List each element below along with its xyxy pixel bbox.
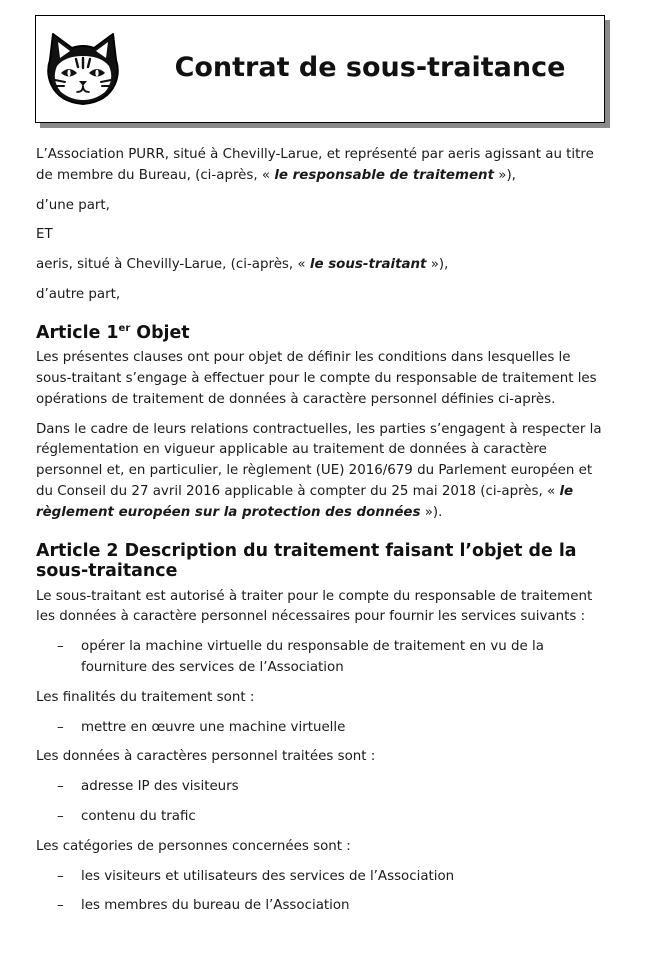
- list-item-text: contenu du trafic: [81, 809, 196, 825]
- article-1-heading-ordinal: er: [118, 322, 131, 334]
- title-box: [35, 15, 605, 123]
- finalites-list: [36, 718, 608, 739]
- list-item: [36, 867, 608, 888]
- list-item: [36, 807, 608, 828]
- article-2-intro: Le sous-traitant est autorisé à traiter pour le compte du responsable de traitement les données à caractère personnel nécessaires pour fournir les services suivants :: [36, 588, 593, 625]
- article-1-paragraph-2-text: Dans le cadre de leurs relations contractuelles, les parties s’engagent à respecter la réglementation en vigueur applicable au traitement de données à caractère personnel et, en particulier, le règlement (UE) 2016/679 du Parlement européen et du Conseil du 27 avril 2016 applicable à compter du 25 mai 2018 (ci-après, «: [36, 421, 602, 500]
- bullet-dash: –: [57, 639, 64, 655]
- finalites-label: Les finalités du traitement sont :: [36, 689, 255, 705]
- bullet-dash: –: [57, 719, 64, 735]
- donnees-label: Les données à caractères personnel traitées sont :: [36, 749, 376, 765]
- document-title: Contrat de sous-traitance: [174, 52, 566, 83]
- bullet-dash: –: [57, 898, 64, 914]
- article-1-paragraph-2: [36, 420, 608, 524]
- categories-label: Les catégories de personnes concernées sont :: [36, 838, 351, 854]
- party-1-emphasis: le responsable de traitement: [274, 167, 494, 183]
- party-1-paragraph: [36, 145, 608, 187]
- article-1-heading-number: Article 1: [36, 322, 119, 343]
- article-1-heading: [36, 323, 608, 344]
- list-item: [36, 637, 608, 679]
- list-item-text: les membres du bureau de l’Association: [81, 898, 350, 914]
- party-2-paragraph: [36, 255, 608, 276]
- categories-list: [36, 867, 608, 918]
- list-item-text: mettre en œuvre une machine virtuelle: [81, 719, 346, 735]
- bullet-dash: –: [57, 868, 64, 884]
- list-item: [36, 777, 608, 798]
- bullet-dash: –: [57, 779, 64, 795]
- cat-head-icon: [45, 28, 121, 108]
- party-1-text-end: »),: [494, 167, 516, 183]
- parties-conjunction: ET: [36, 227, 53, 243]
- list-item-text: opérer la machine virtuelle du responsable de traitement en vu de la fourniture des services de l’Association: [81, 639, 544, 676]
- party-2-emphasis: le sous-traitant: [309, 257, 427, 273]
- list-item-text: les visiteurs et utilisateurs des services de l’Association: [81, 868, 455, 884]
- article-1-paragraph-2-emphasis: le règlement européen sur la protection des données: [36, 484, 574, 520]
- list-item: [36, 896, 608, 917]
- list-item: [36, 718, 608, 739]
- list-item-text: adresse IP des visiteurs: [81, 779, 239, 795]
- document-body: [36, 145, 608, 926]
- article-2-heading: Article 2 Description du traitement faisant l’objet de la sous-traitance: [36, 540, 577, 582]
- party-2-text-end: »),: [426, 257, 449, 273]
- donnees-list: [36, 777, 608, 828]
- bullet-dash: –: [57, 809, 64, 825]
- article-1-paragraph-2-text-end: »).: [420, 504, 443, 520]
- services-list: [36, 637, 608, 679]
- party-2-role: d’autre part,: [36, 286, 121, 302]
- party-1-text: L’Association PURR, situé à Chevilly-Larue, et représenté par aeris agissant au titre de membre du Bureau, (ci-après, «: [36, 147, 594, 183]
- party-2-text: aeris, situé à Chevilly-Larue, (ci-après, «: [36, 257, 310, 273]
- party-1-role: d’une part,: [36, 197, 110, 213]
- article-1-heading-title: Objet: [130, 322, 190, 343]
- article-1-paragraph-1: Les présentes clauses ont pour objet de définir les conditions dans lesquelles le sous-traitant s’engage à effectuer pour le compte du responsable de traitement les opérations de traitement de données à caractère personnel définies ci-après.: [36, 350, 597, 407]
